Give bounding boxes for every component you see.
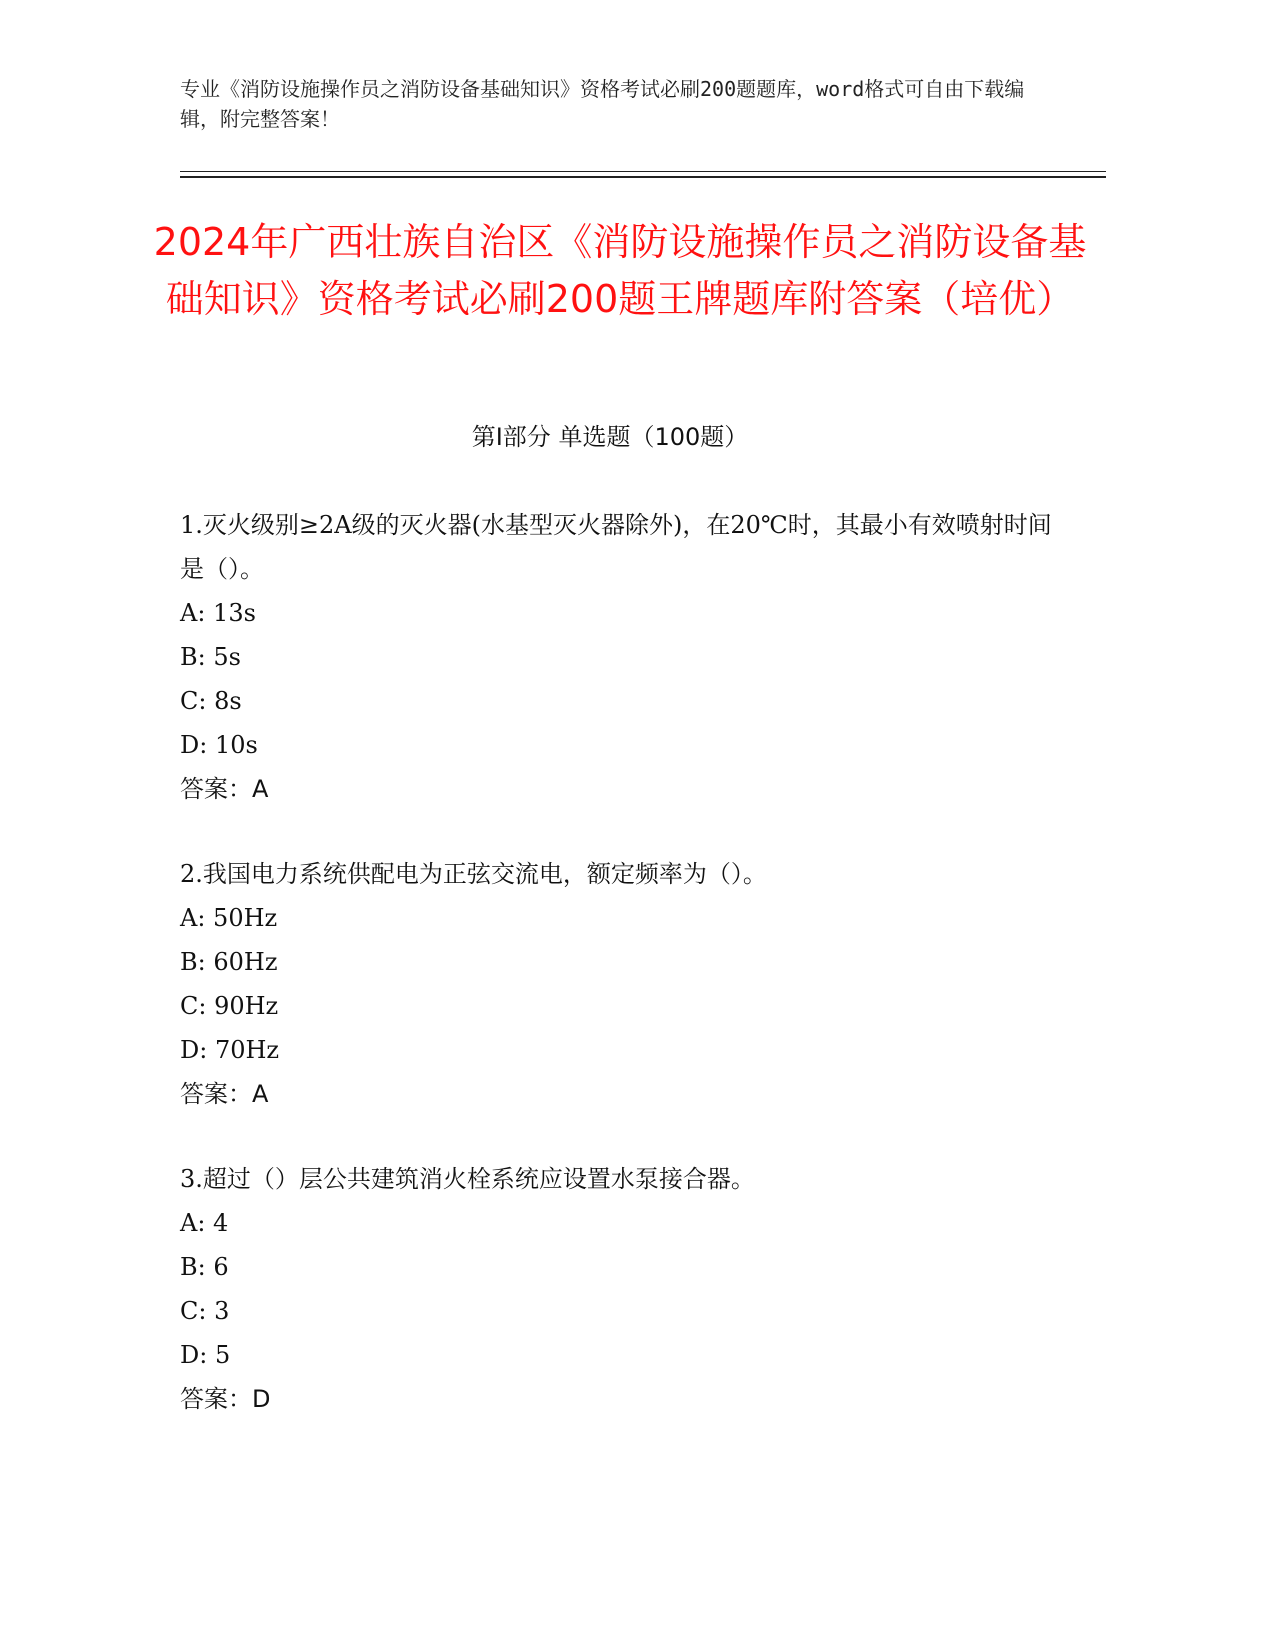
question-stem: 2.我国电力系统供配电为正弦交流电，额定频率为（）。 bbox=[180, 860, 767, 888]
section-title: 第Ⅰ部分 单选题（100题） bbox=[471, 423, 749, 451]
document-title: 2024年广西壮族自治区《消防设施操作员之消防设备基础知识》资格考试必刷200题王牌题库附答案（培优） bbox=[153, 220, 1087, 321]
question-stem: 1.灭火级别≥2A级的灭火器(水基型灭火器除外)，在20℃时，其最小有效喷射时间是（）。 bbox=[180, 511, 1052, 583]
answer: 答案：D bbox=[180, 1385, 271, 1413]
option-d: D: 70Hz bbox=[180, 1036, 280, 1064]
question-block bbox=[180, 852, 1060, 1116]
option-d: D: 10s bbox=[180, 731, 258, 759]
option-b: B: 60Hz bbox=[180, 948, 278, 976]
question-block bbox=[180, 503, 1060, 811]
option-d: D: 5 bbox=[180, 1341, 231, 1369]
header-divider-thick bbox=[180, 176, 1106, 178]
option-c: C: 90Hz bbox=[180, 992, 279, 1020]
option-b: B: 6 bbox=[180, 1253, 229, 1281]
answer: 答案：A bbox=[180, 1080, 269, 1108]
header-divider-thin bbox=[180, 171, 1106, 172]
option-a: A: 50Hz bbox=[180, 904, 278, 932]
question-block bbox=[180, 1157, 1060, 1421]
option-c: C: 3 bbox=[180, 1297, 230, 1325]
answer: 答案：A bbox=[180, 775, 269, 803]
option-b: B: 5s bbox=[180, 643, 241, 671]
header-note: 专业《消防设施操作员之消防设备基础知识》资格考试必刷200题题库，word格式可自由下载编辑，附完整答案！ bbox=[180, 77, 1025, 131]
option-a: A: 4 bbox=[180, 1209, 229, 1237]
option-c: C: 8s bbox=[180, 687, 242, 715]
question-stem: 3.超过（）层公共建筑消火栓系统应设置水泵接合器。 bbox=[180, 1165, 755, 1193]
option-a: A: 13s bbox=[180, 599, 256, 627]
